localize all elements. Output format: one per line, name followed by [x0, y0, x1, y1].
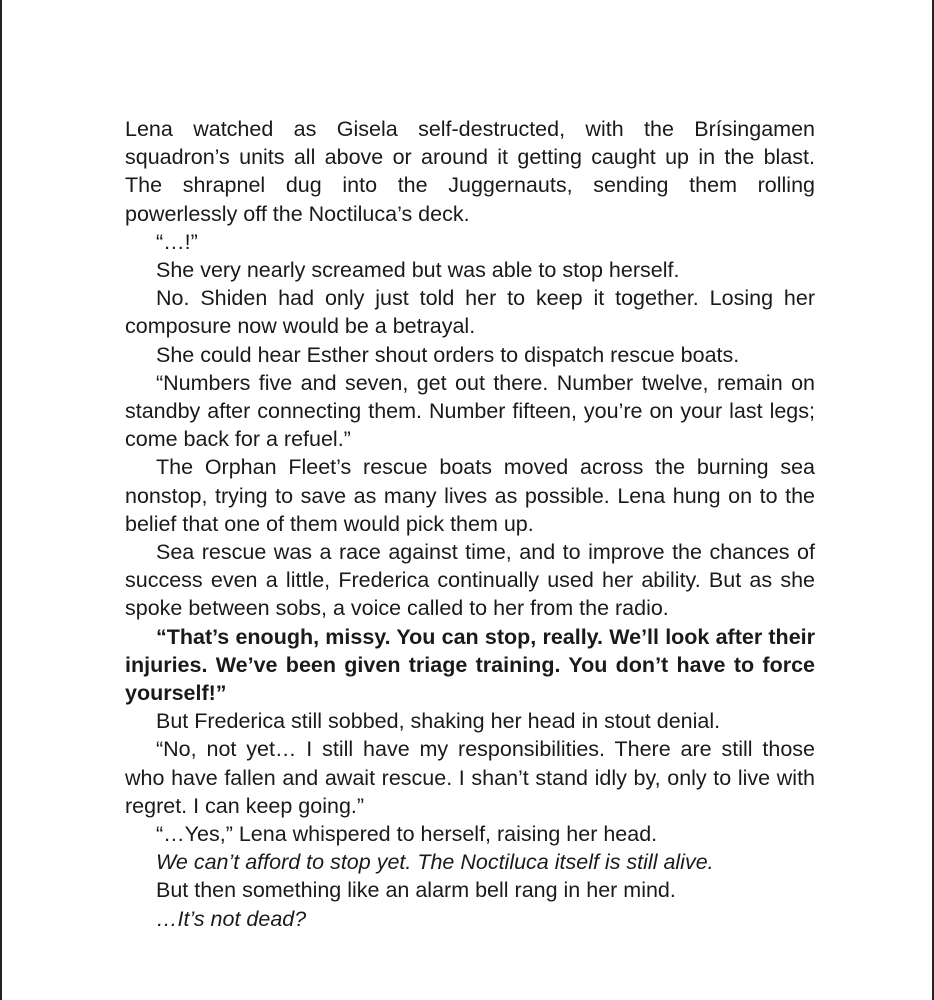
- paragraph: Lena watched as Gisela self-destructed, with the Brísingamen squadron’s units all above or around it getting caught up in the blast. The shrapnel dug into the Juggernauts, sending them rolling powerlessly off the Noctiluca’s deck.: [125, 117, 815, 226]
- paragraph: But Frederica still sobbed, shaking her head in stout denial.: [156, 709, 721, 734]
- paragraph: “…!”: [156, 229, 198, 254]
- paragraph: No. Shiden had only just told her to keep it together. Losing her composure now would be a betrayal.: [125, 286, 815, 339]
- thought-paragraph: …It’s not dead?: [156, 906, 307, 931]
- body-text: [125, 115, 815, 933]
- paragraph: The Orphan Fleet’s rescue boats moved across the burning sea nonstop, trying to save as many lives as possible. Lena hung on to the belief that one of them would pick them up.: [125, 455, 815, 536]
- paragraph: But then something like an alarm bell rang in her mind.: [156, 878, 676, 903]
- paragraph: “No, not yet… I still have my responsibilities. There are still those who have fallen and await rescue. I shan’t stand idly by, only to live with regret. I can keep going.”: [125, 737, 815, 818]
- paragraph: She very nearly screamed but was able to stop herself.: [156, 258, 680, 283]
- radio-dialogue-paragraph: “That’s enough, missy. You can stop, really. We’ll look after their injuries. We’ve been given triage training. You don’t have to force yourself!”: [125, 624, 815, 706]
- paragraph: Sea rescue was a race against time, and to improve the chances of success even a little, Frederica continually used her ability. But as she spoke between sobs, a voice called to her from the radio.: [125, 540, 815, 621]
- paragraph: “Numbers five and seven, get out there. Number twelve, remain on standby after connecting them. Number fifteen, you’re on your last legs; come back for a refuel.”: [125, 370, 815, 452]
- thought-paragraph: We can’t afford to stop yet. The Noctiluca itself is still alive.: [156, 850, 714, 875]
- paragraph: “…Yes,” Lena whispered to herself, raising her head.: [156, 822, 658, 847]
- paragraph: She could hear Esther shout orders to dispatch rescue boats.: [156, 342, 740, 367]
